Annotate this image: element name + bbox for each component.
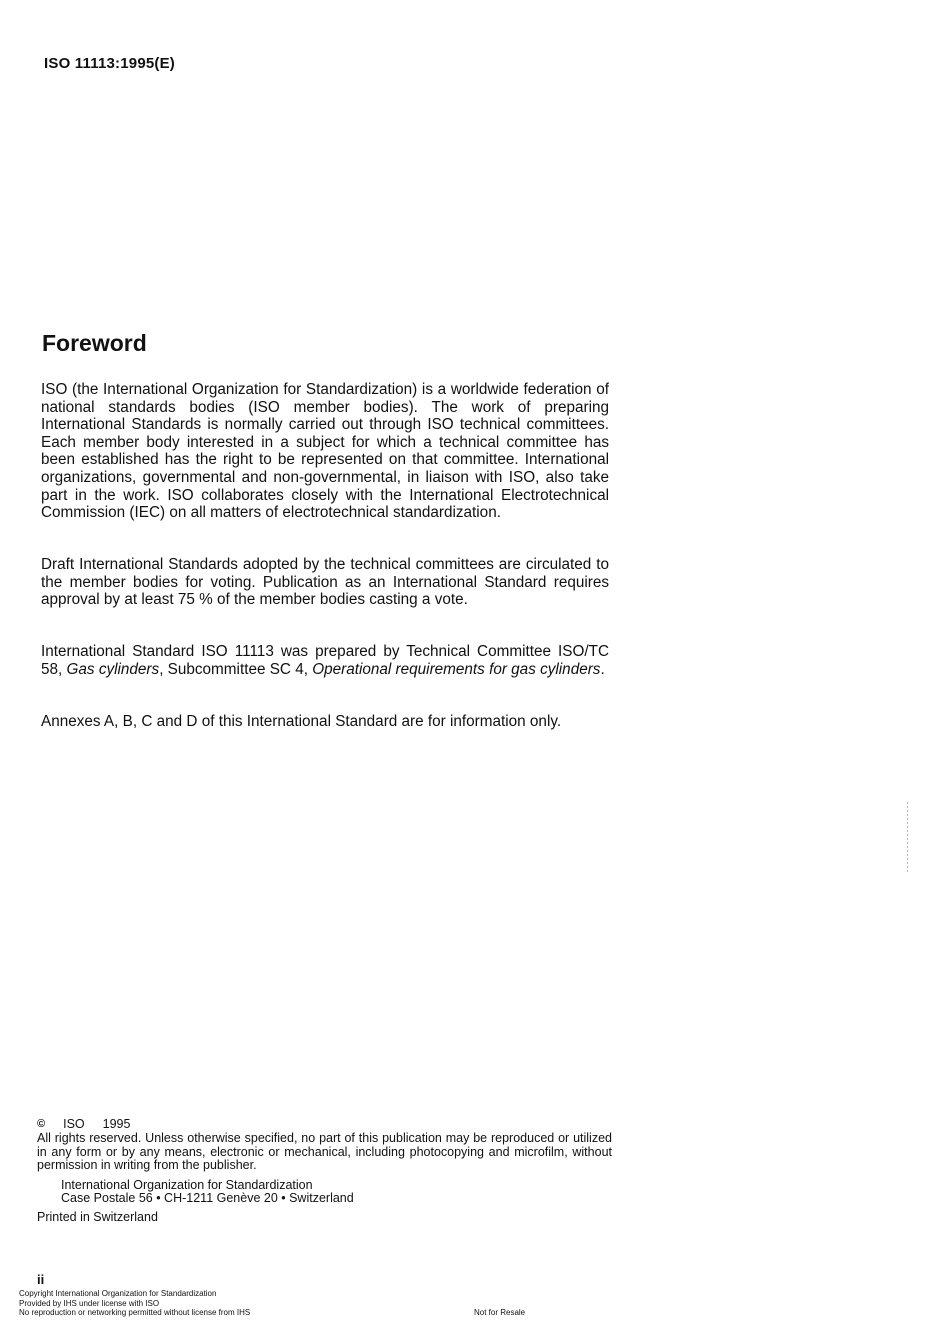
foreword-paragraph-4: Annexes A, B, C and D of this International Standard are for information only.: [41, 713, 562, 730]
page-number: ii: [37, 1272, 45, 1287]
copyright-line: [37, 1118, 612, 1131]
margin-mark: [907, 802, 908, 872]
foreword-paragraph-3: [41, 643, 609, 678]
copyright-org: ISO: [63, 1117, 85, 1131]
footer-line-2: Provided by IHS under license with ISO: [19, 1298, 160, 1308]
footer-line-1: Copyright International Organization for Standardization: [19, 1289, 217, 1298]
foreword-paragraph-2: Draft International Standards adopted by the technical committees are circulated to the member bodies for voting. Publication as an International Standard requires approval by at least 75 % of the member bodies casting a vote.: [41, 556, 609, 609]
para3-text-3: .: [600, 660, 605, 678]
para3-subcommittee-name: Operational requirements for gas cylinders: [312, 660, 601, 678]
address-line-2: Case Postale 56 • CH-1211 Genève 20 • Switzerland: [61, 1191, 354, 1206]
footer-line-3: No reproduction or networking permitted without license from IHS: [19, 1308, 251, 1317]
address-line-1: International Organization for Standardization: [61, 1177, 313, 1192]
document-id: ISO 11113:1995(E): [44, 55, 175, 72]
rights-statement: All rights reserved. Unless otherwise specified, no part of this publication may be reproduced or utilized in any form or by any means, electronic or mechanical, including photocopying and microfilm, without permission in writing from the publisher.: [37, 1131, 612, 1173]
not-for-resale: Not for Resale: [474, 1308, 526, 1317]
foreword-paragraph-1: ISO (the International Organization for Standardization) is a worldwide federation of national standards bodies (ISO member bodies). The work of preparing International Standards is normally carried out through ISO technical committees. Each member body interested in a subject for which a technical committee has been established has the right to be represented on that committee. International organizations, governmental and non-governmental, in liaison with ISO, also take part in the work. ISO collaborates closely with the International Electrotechnical Commission (IEC) on all matters of electrotechnical standardization.: [41, 381, 609, 522]
copyright-symbol: ©: [37, 1118, 46, 1130]
license-footer: [19, 1289, 250, 1318]
para3-committee-name: Gas cylinders: [66, 660, 160, 678]
printed-in: Printed in Switzerland: [37, 1210, 158, 1225]
copyright-block: [37, 1118, 612, 1225]
publisher-address: [61, 1179, 612, 1206]
para3-text-1: International Standard ISO 11113 was prepared by Technical Committee ISO/TC 58,: [41, 643, 609, 678]
foreword-title: Foreword: [42, 330, 147, 356]
copyright-year: 1995: [102, 1117, 131, 1131]
para3-text-2: , Subcommittee SC 4,: [159, 660, 313, 678]
